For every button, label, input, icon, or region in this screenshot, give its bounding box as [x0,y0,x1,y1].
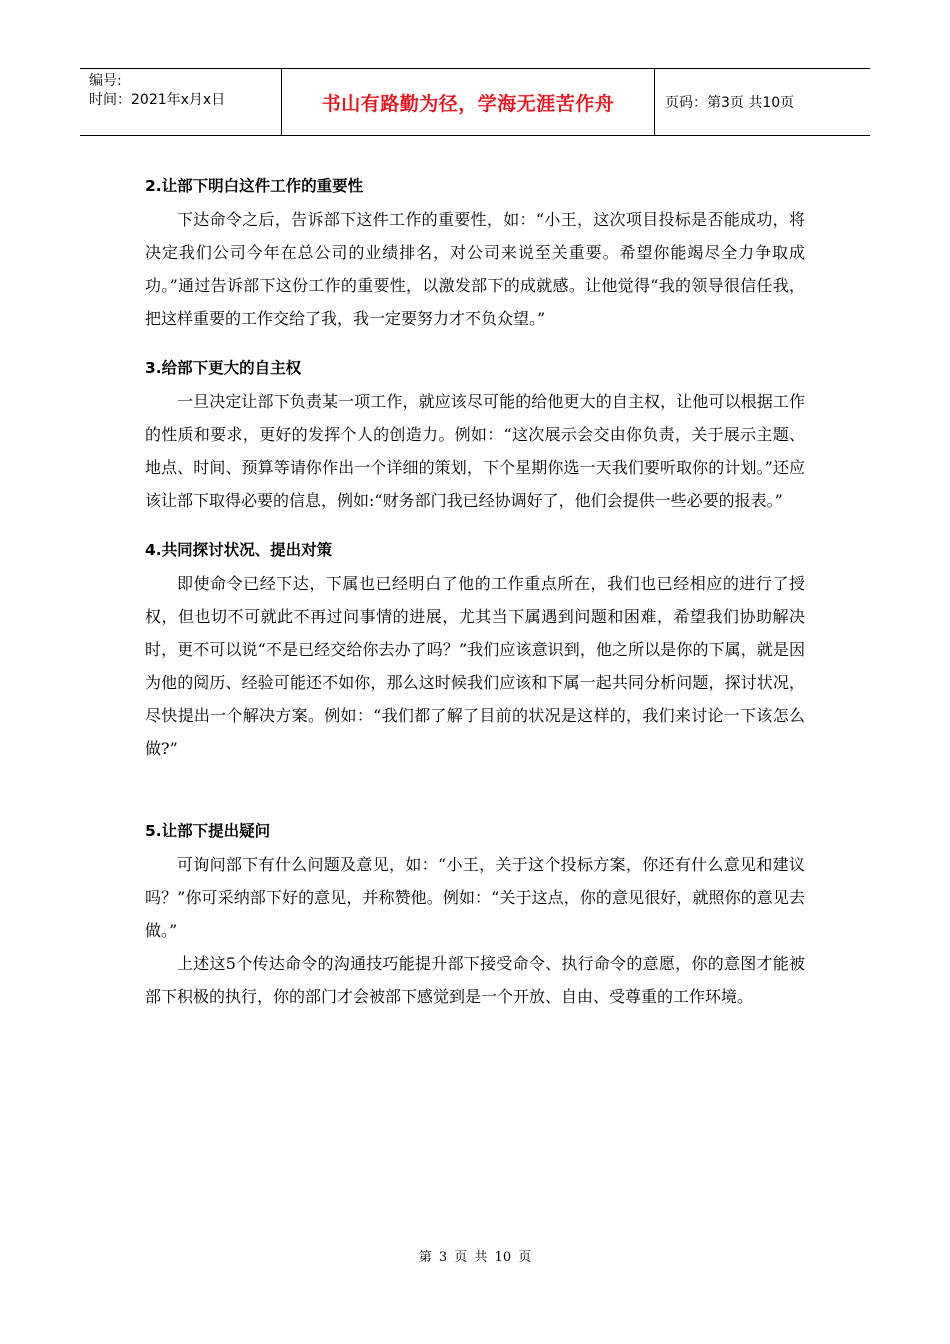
section-paragraph: 上述这5个传达命令的沟通技巧能提升部下接受命令、执行命令的意愿，你的意图才能被部下积极的执行，你的部门才会被部下感觉到是一个开放、自由、受尊重的工作环境。 [145,954,805,1006]
header-motto: 书山有路勤为径，学海无涯苦作舟 [282,69,655,135]
header-meta [80,69,282,135]
section-title: 3.给部下更大的自主权 [145,359,302,377]
section-questions [145,815,805,1013]
section-title: 4.共同探讨状况、提出对策 [145,541,333,559]
section-paragraph: 即使命令已经下达，下属也已经明白了他的工作重点所在，我们也已经相应的进行了授权，但也切不可就此不再过问事情的进展，尤其当下属遇到问题和困难，希望我们协助解决时，更不可以说“不是已经交给你去办了吗？”我们应该意识到，他之所以是你的下属，就是因为他的阅历、经验可能还不如你，那么这时候我们应该和下属一起共同分析问题，探讨状况，尽快提出一个解决方案。例如：“我们都了解了目前的状况是这样的，我们来讨论一下该怎么做?” [145,574,805,758]
page-header [80,68,870,136]
section-title: 5.让部下提出疑问 [145,822,271,840]
document-number-label: 编号: [89,73,122,89]
page-footer: 第 3 页 共 10 页 [418,1250,532,1265]
section-importance [145,170,805,335]
section-autonomy [145,352,805,517]
section-paragraph: 一旦决定让部下负责某一项工作，就应该尽可能的给他更大的自主权，让他可以根据工作的性质和要求，更好的发挥个人的创造力。例如：“这次展示会交由你负责，关于展示主题、地点、时间、预算等请你作出一个详细的策划，下个星期你选一天我们要听取你的计划。”还应该让部下取得必要的信息，例如:“财务部门我已经协调好了，他们会提供一些必要的报表。” [145,392,805,510]
document-time-label: 时间：2021年x月x日 [89,92,226,108]
section-paragraph: 可询问部下有什么问题及意见，如：“小王，关于这个投标方案，你还有什么意见和建议吗？”你可采纳部下好的意见，并称赞他。例如：“关于这点，你的意见很好，就照你的意见去做。” [145,855,805,940]
section-title: 2.让部下明白这件工作的重要性 [145,177,364,195]
document-body [145,177,805,1046]
header-page-info: 页码：第3页 共10页 [665,95,795,111]
section-paragraph: 下达命令之后，告诉部下这件工作的重要性，如：“小王，这次项目投标是否能成功，将决定我们公司今年在总公司的业绩排名，对公司来说至关重要。希望你能竭尽全力争取成功。”通过告诉部下这份工作的重要性，以激发部下的成就感。让他觉得“我的领导很信任我，把这样重要的工作交给了我，我一定要努力才不负众望。” [145,210,805,328]
section-discuss [145,534,805,765]
